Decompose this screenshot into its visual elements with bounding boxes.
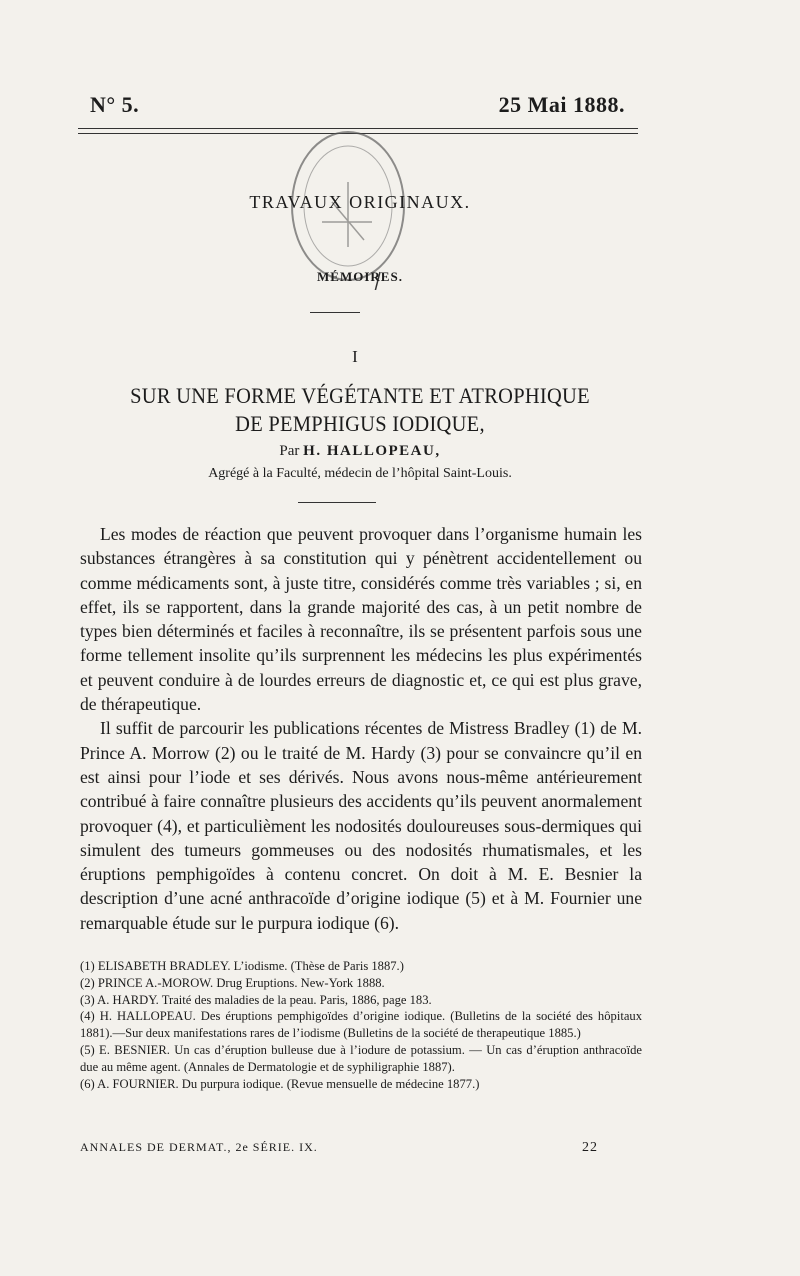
subsection-heading: MÉMOIRES. bbox=[317, 269, 403, 284]
paragraph: Les modes de réaction que peuvent provoquer dans l’organisme humain les substances étrangères à sa constitution qui y pénètrent accidentellement ou comme médicaments sont, à juste titre, considérés comme très variables ; si, en effet, ils se rapportent, dans la grande majorité des cas, à un petit nombre de types bien déterminés et faciles à reconnaître, ils se présentent parfois sous une forme tellement insolite qu’ils surprennent les médecins les plus expérimentés et peuvent conduire à de lourdes erreurs de diagnostic et, ce qui est plus grave, de thérapeutique. bbox=[80, 524, 642, 715]
footnote: (4) H. HALLOPEAU. Des éruptions pemphigoïdes d’origine iodique. (Bulletins de la société des hôpitaux 1881).—Sur deux manifestations rares de l’iodisme (Bulletins de la société de therapeutique 1885.) bbox=[80, 1009, 642, 1041]
footnotes bbox=[80, 958, 642, 1092]
author-prefix: Par bbox=[279, 443, 300, 459]
article-number: I bbox=[352, 347, 358, 366]
paragraph: Il suffit de parcourir les publications récentes de Mistress Bradley (1) de M. Prince A. Morrow (2) ou le traité de M. Hardy (3) pour se convaincre qu’il en est ainsi pour l’iode et ses dérivés. Nous avons nous-même antérieurement contribué à faire connaître plusieurs des accidents qu’ils peuvent anormalement provoquer (4), et particulièment les nodosités douloureuses sous-dermiques qui simulent des tumeurs gommeuses ou des nodosités rhumatismales, et les éruptions pemphigoïdes à contenu concret. On doit à M. E. Besnier la description d’une acné anthracoïde d’origine iodique (5) et à M. Fournier une remarquable étude sur le purpura iodique (6). bbox=[80, 718, 642, 933]
author-name: H. HALLOPEAU, bbox=[303, 443, 441, 459]
section-heading: TRAVAUX ORIGINAUX. bbox=[249, 192, 471, 212]
footnote: (2) PRINCE A.-MOROW. Drug Eruptions. New-York 1888. bbox=[80, 975, 385, 990]
title-line-2: DE PEMPHIGUS IODIQUE, bbox=[235, 411, 485, 436]
footnote: (1) ELISABETH BRADLEY. L’iodisme. (Thèse de Paris 1887.) bbox=[80, 959, 404, 973]
author-line bbox=[0, 443, 720, 460]
footnote: (3) A. HARDY. Traité des maladies de la peau. Paris, 1886, page 183. bbox=[80, 992, 432, 1007]
page-number: 22 bbox=[582, 1140, 598, 1155]
divider bbox=[310, 312, 360, 313]
footnote: (5) E. BESNIER. Un cas d’éruption bulleuse due à l’iodure de potassium. — Un cas d’éruption anthracoïde due au même agent. (Annales de Dermatologie et de syphiligraphie 1887). bbox=[80, 1042, 642, 1074]
journal-reference: ANNALES DE DERMAT., 2e SÉRIE. IX. bbox=[80, 1140, 318, 1154]
author-affiliation: Agrégé à la Faculté, médecin de l’hôpital Saint-Louis. bbox=[208, 466, 512, 481]
divider bbox=[298, 502, 376, 503]
footnote: (6) A. FOURNIER. Du purpura iodique. (Revue mensuelle de médecine 1877.) bbox=[80, 1076, 480, 1091]
title-line-1: SUR UNE FORME VÉGÉTANTE ET ATROPHIQUE bbox=[130, 383, 590, 408]
page-footer bbox=[80, 1140, 598, 1155]
article-body bbox=[80, 522, 642, 935]
issue-number: N° 5. bbox=[90, 92, 140, 117]
issue-date: 25 Mai 1888. bbox=[498, 92, 625, 117]
article-title bbox=[25, 382, 695, 438]
